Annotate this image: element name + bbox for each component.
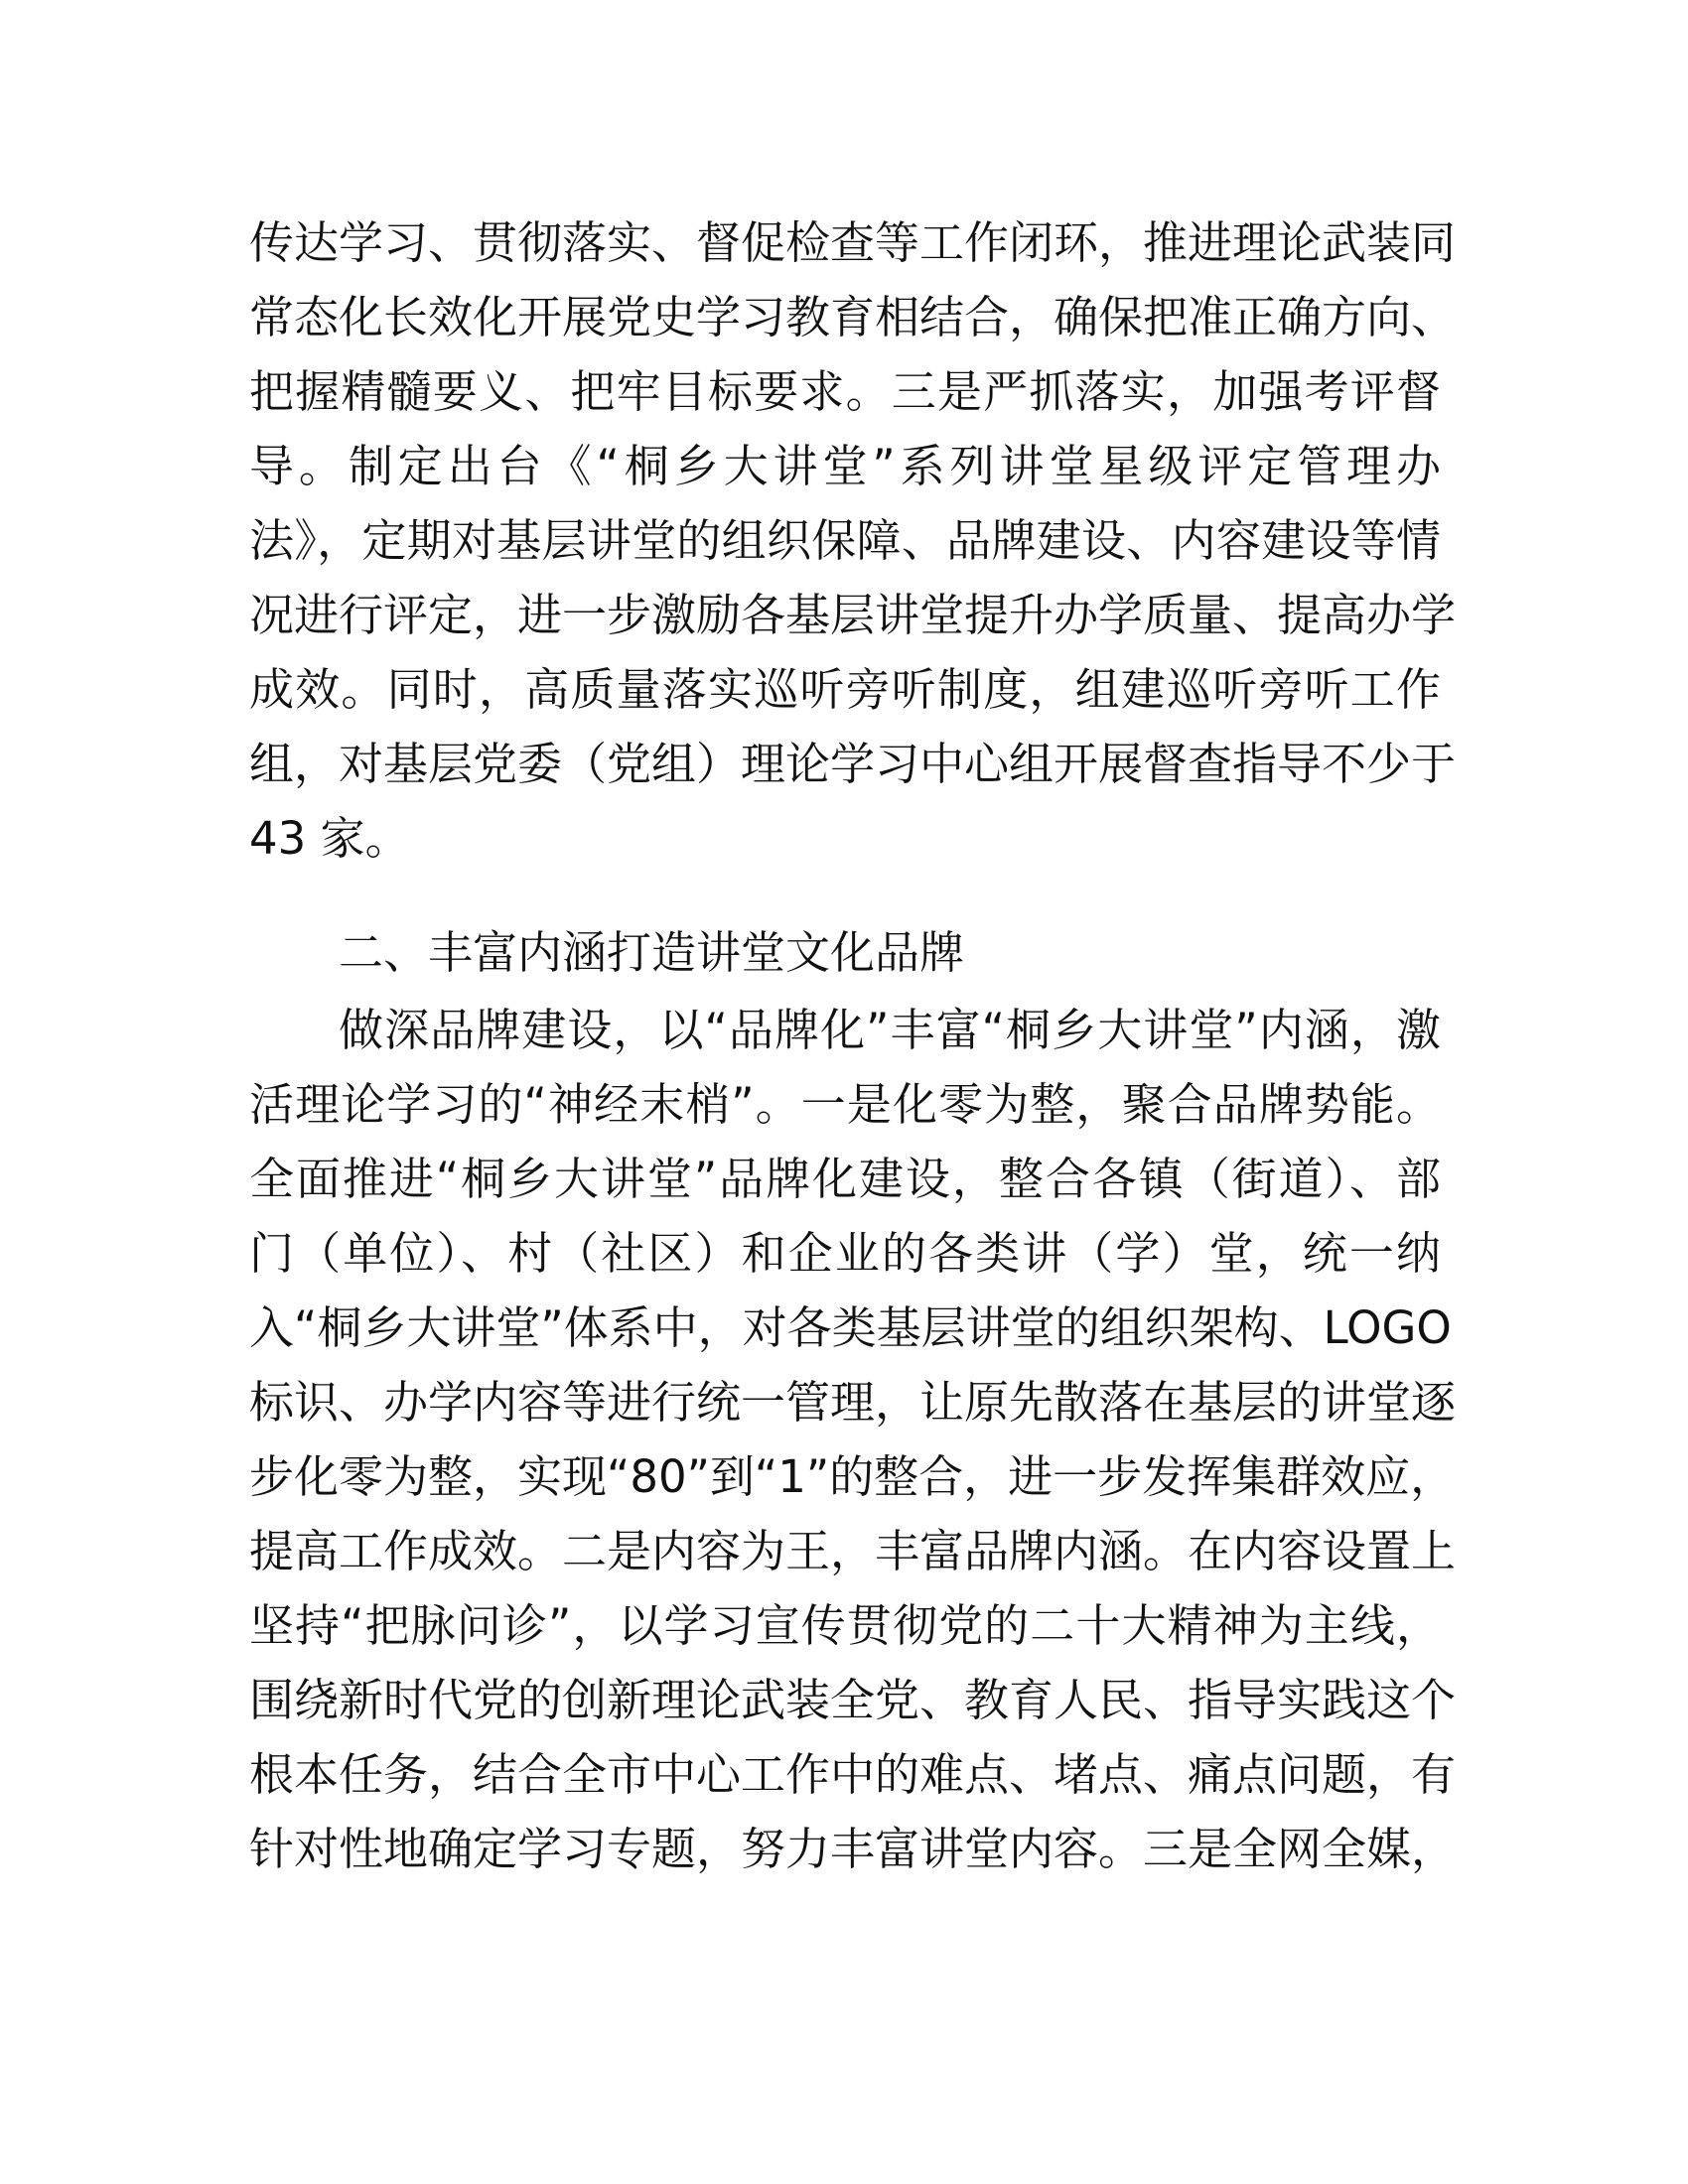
paragraph-line: 提高工作成效。二是内容为王，丰富品牌内涵。在内容设置上 (249, 1525, 1457, 1577)
paragraph-line: 入“桐乡大讲堂”体系中，对各类基层讲堂的组织架构、LOGO (249, 1301, 1452, 1354)
paragraph-line: 全面推进“桐乡大讲堂”品牌化建设，整合各镇（街道）、部 (249, 1153, 1441, 1205)
paragraph-line: 法》，定期对基层讲堂的组织保障、品牌建设、内容建设等情 (249, 514, 1441, 567)
paragraph-line: 坚持“把脉问诊”，以学习宣传贯彻党的二十大精神为主线， (249, 1599, 1441, 1652)
paragraph-line: 传达学习、贯彻落实、督促检查等工作闭环，推进理论武装同 (249, 216, 1457, 269)
paragraph-line: 标识、办学内容等进行统一管理，让原先散落在基层的讲堂逐 (249, 1376, 1457, 1429)
paragraph-line: 况进行评定，进一步激励各基层讲堂提升办学质量、提高办学 (249, 589, 1457, 641)
paragraph-line: 导。制定出台《“桐乡大讲堂”系列讲堂星级评定管理办 (249, 440, 1441, 492)
paragraph-1 (249, 205, 1457, 876)
paragraph-2 (249, 993, 1457, 1886)
paragraph-line: 43 家。 (249, 812, 410, 865)
paragraph-line: 门（单位）、村（社区）和企业的各类讲（学）堂，统一纳 (249, 1227, 1441, 1280)
paragraph-line: 步化零为整，实现“80”到“1”的整合，进一步发挥集群效应， (249, 1450, 1456, 1503)
paragraph-line: 活理论学习的“神经末梢”。一是化零为整，聚合品牌势能。 (249, 1078, 1441, 1131)
paragraph-line: 围绕新时代党的创新理论武装全党、教育人民、指导实践这个 (249, 1674, 1457, 1726)
paragraph-line: 根本任务，结合全市中心工作中的难点、堵点、痛点问题，有 (249, 1748, 1457, 1801)
paragraph-line: 成效。同时，高质量落实巡听旁听制度，组建巡听旁听工作 (249, 663, 1441, 716)
paragraph-line: 做深品牌建设，以“品牌化”丰富“桐乡大讲堂”内涵，激 (339, 1004, 1441, 1056)
paragraph-line: 组，对基层党委（党组）理论学习中心组开展督查指导不少于 (249, 738, 1457, 790)
paragraph-line: 常态化长效化开展党史学习教育相结合，确保把准正确方向、 (249, 291, 1457, 343)
section-heading: 二、丰富内涵打造讲堂文化品牌 (339, 926, 965, 979)
paragraph-line: 把握精髓要义、把牢目标要求。三是严抓落实，加强考评督 (249, 365, 1441, 418)
paragraph-line: 针对性地确定学习专题，努力丰富讲堂内容。三是全网全媒， (249, 1823, 1457, 1875)
